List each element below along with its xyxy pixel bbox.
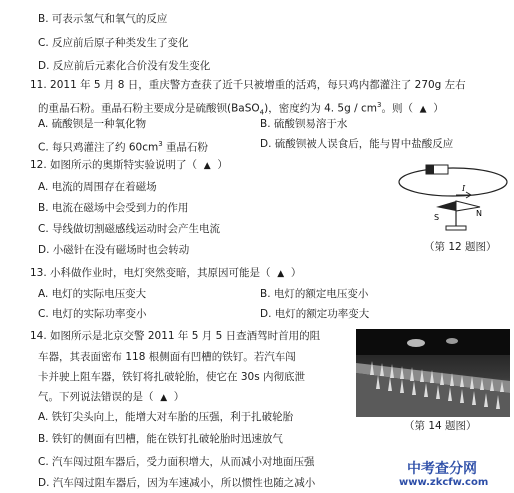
answer-triangle-icon: ▲ [419, 104, 427, 115]
q11-stem-text-b: )，密度约为 4. 5g / cm [264, 102, 377, 115]
answer-triangle-icon: ▲ [277, 269, 285, 279]
q14-option-c: C. 汽车闯过阻车器后，受力面积增大，从而减小对地面压强 [38, 456, 315, 468]
q11-option-a: A. 硫酸钡是一种氧化物 [38, 118, 147, 130]
q11-option-c-text-b: 重晶石粉 [162, 141, 209, 154]
q12-stem [30, 158, 228, 173]
q12-stem-text: 12. 如图所示的奥斯特实验说明了（ [30, 159, 198, 171]
q14-stem-line3: 卡并驶上阻车器，铁钉将扎破轮胎，使它在 30s 内彻底泄 [38, 371, 306, 383]
q11-stem-text-a: 的重晶石粉。重晶石粉主要成分是硫酸钡(BaSO [38, 102, 260, 115]
q14-stem-line1: 14. 如图所示是北京交警 2011 年 5 月 5 日查酒驾时首用的阻 [30, 330, 321, 342]
q11-stem-line1: 11. 2011 年 5 月 8 日，重庆警方查获了近千只被增重的活鸡，每只鸡内都灌注了 270g 左右 [30, 79, 466, 91]
q11-option-d: D. 硫酸钡被人误食后，能与胃中盐酸反应 [260, 138, 454, 150]
q14-option-b: B. 铁钉的侧面有凹槽，能在铁钉扎破轮胎时迅速放气 [38, 433, 283, 445]
q11-option-c [38, 137, 208, 155]
q12-option-c: C. 导线做切割磁感线运动时会产生电流 [38, 223, 221, 235]
q11-option-c-text: C. 每只鸡灌注了约 60cm [38, 141, 159, 154]
q13-option-d: D. 电灯的额定功率变大 [260, 308, 370, 320]
watermark-title: 中考查分网 [407, 461, 477, 477]
q14-stem-text: 气。下列说法错误的是（ [38, 391, 154, 403]
current-label: I [462, 184, 466, 193]
answer-triangle-icon: ▲ [203, 161, 211, 171]
q14-stem-end: ） [173, 391, 185, 403]
q14-option-a: A. 铁钉尖头向上，能增大对车胎的压强，利于扎破轮胎 [38, 411, 294, 423]
answer-triangle-icon: ▲ [160, 393, 168, 403]
q13-option-c: C. 电灯的实际功率变小 [38, 308, 147, 320]
q12-option-d: D. 小磁针在没有磁场时也会转动 [38, 244, 190, 256]
q13-option-b: B. 电灯的额定电压变小 [260, 288, 369, 300]
q13-stem [30, 266, 301, 281]
watermark-url: www.zkcfw.com [399, 477, 489, 488]
q13-stem-end: ） [290, 267, 302, 279]
q10-option-d: D. 反应前后元素化合价没有发生变化 [38, 60, 211, 72]
oersted-experiment-figure [396, 160, 512, 238]
north-pole-label: N [476, 209, 482, 218]
south-pole-label: S [434, 213, 440, 222]
q11-subscript: 4 [259, 108, 265, 117]
q10-option-b: B. 可表示氢气和氧气的反应 [38, 13, 168, 25]
q10-option-c: C. 反应前后原子种类发生了变化 [38, 37, 189, 49]
q14-stem-line4 [38, 390, 184, 405]
q14-stem-line2: 车器，其表面密布 118 根侧面有凹槽的铁钉。若汽车闯 [38, 351, 296, 363]
q13-stem-text: 13. 小科做作业时，电灯突然变暗，其原因可能是（ [30, 267, 271, 279]
q11-stem-text-c: 。则（ [381, 102, 413, 115]
q13-option-a: A. 电灯的实际电压变大 [38, 288, 147, 300]
q12-option-b: B. 电流在磁场中会受到力的作用 [38, 202, 189, 214]
q11-option-b: B. 硫酸钡易溶于水 [260, 118, 348, 130]
spike-strip-photo [356, 329, 510, 417]
q11-option-c-sup: 3 [158, 140, 163, 148]
q14-option-d: D. 汽车闯过阻车器后，因为车速减小，所以惯性也随之减小 [38, 477, 316, 489]
q12-figure-caption: （第 12 题图） [424, 241, 497, 253]
q12-option-a: A. 电流的周围存在着磁场 [38, 181, 157, 193]
q12-stem-end: ） [217, 159, 228, 171]
q14-figure-caption: （第 14 题图） [404, 420, 477, 432]
q11-stem-end: ） [433, 102, 444, 115]
q11-superscript: 3 [377, 101, 382, 109]
